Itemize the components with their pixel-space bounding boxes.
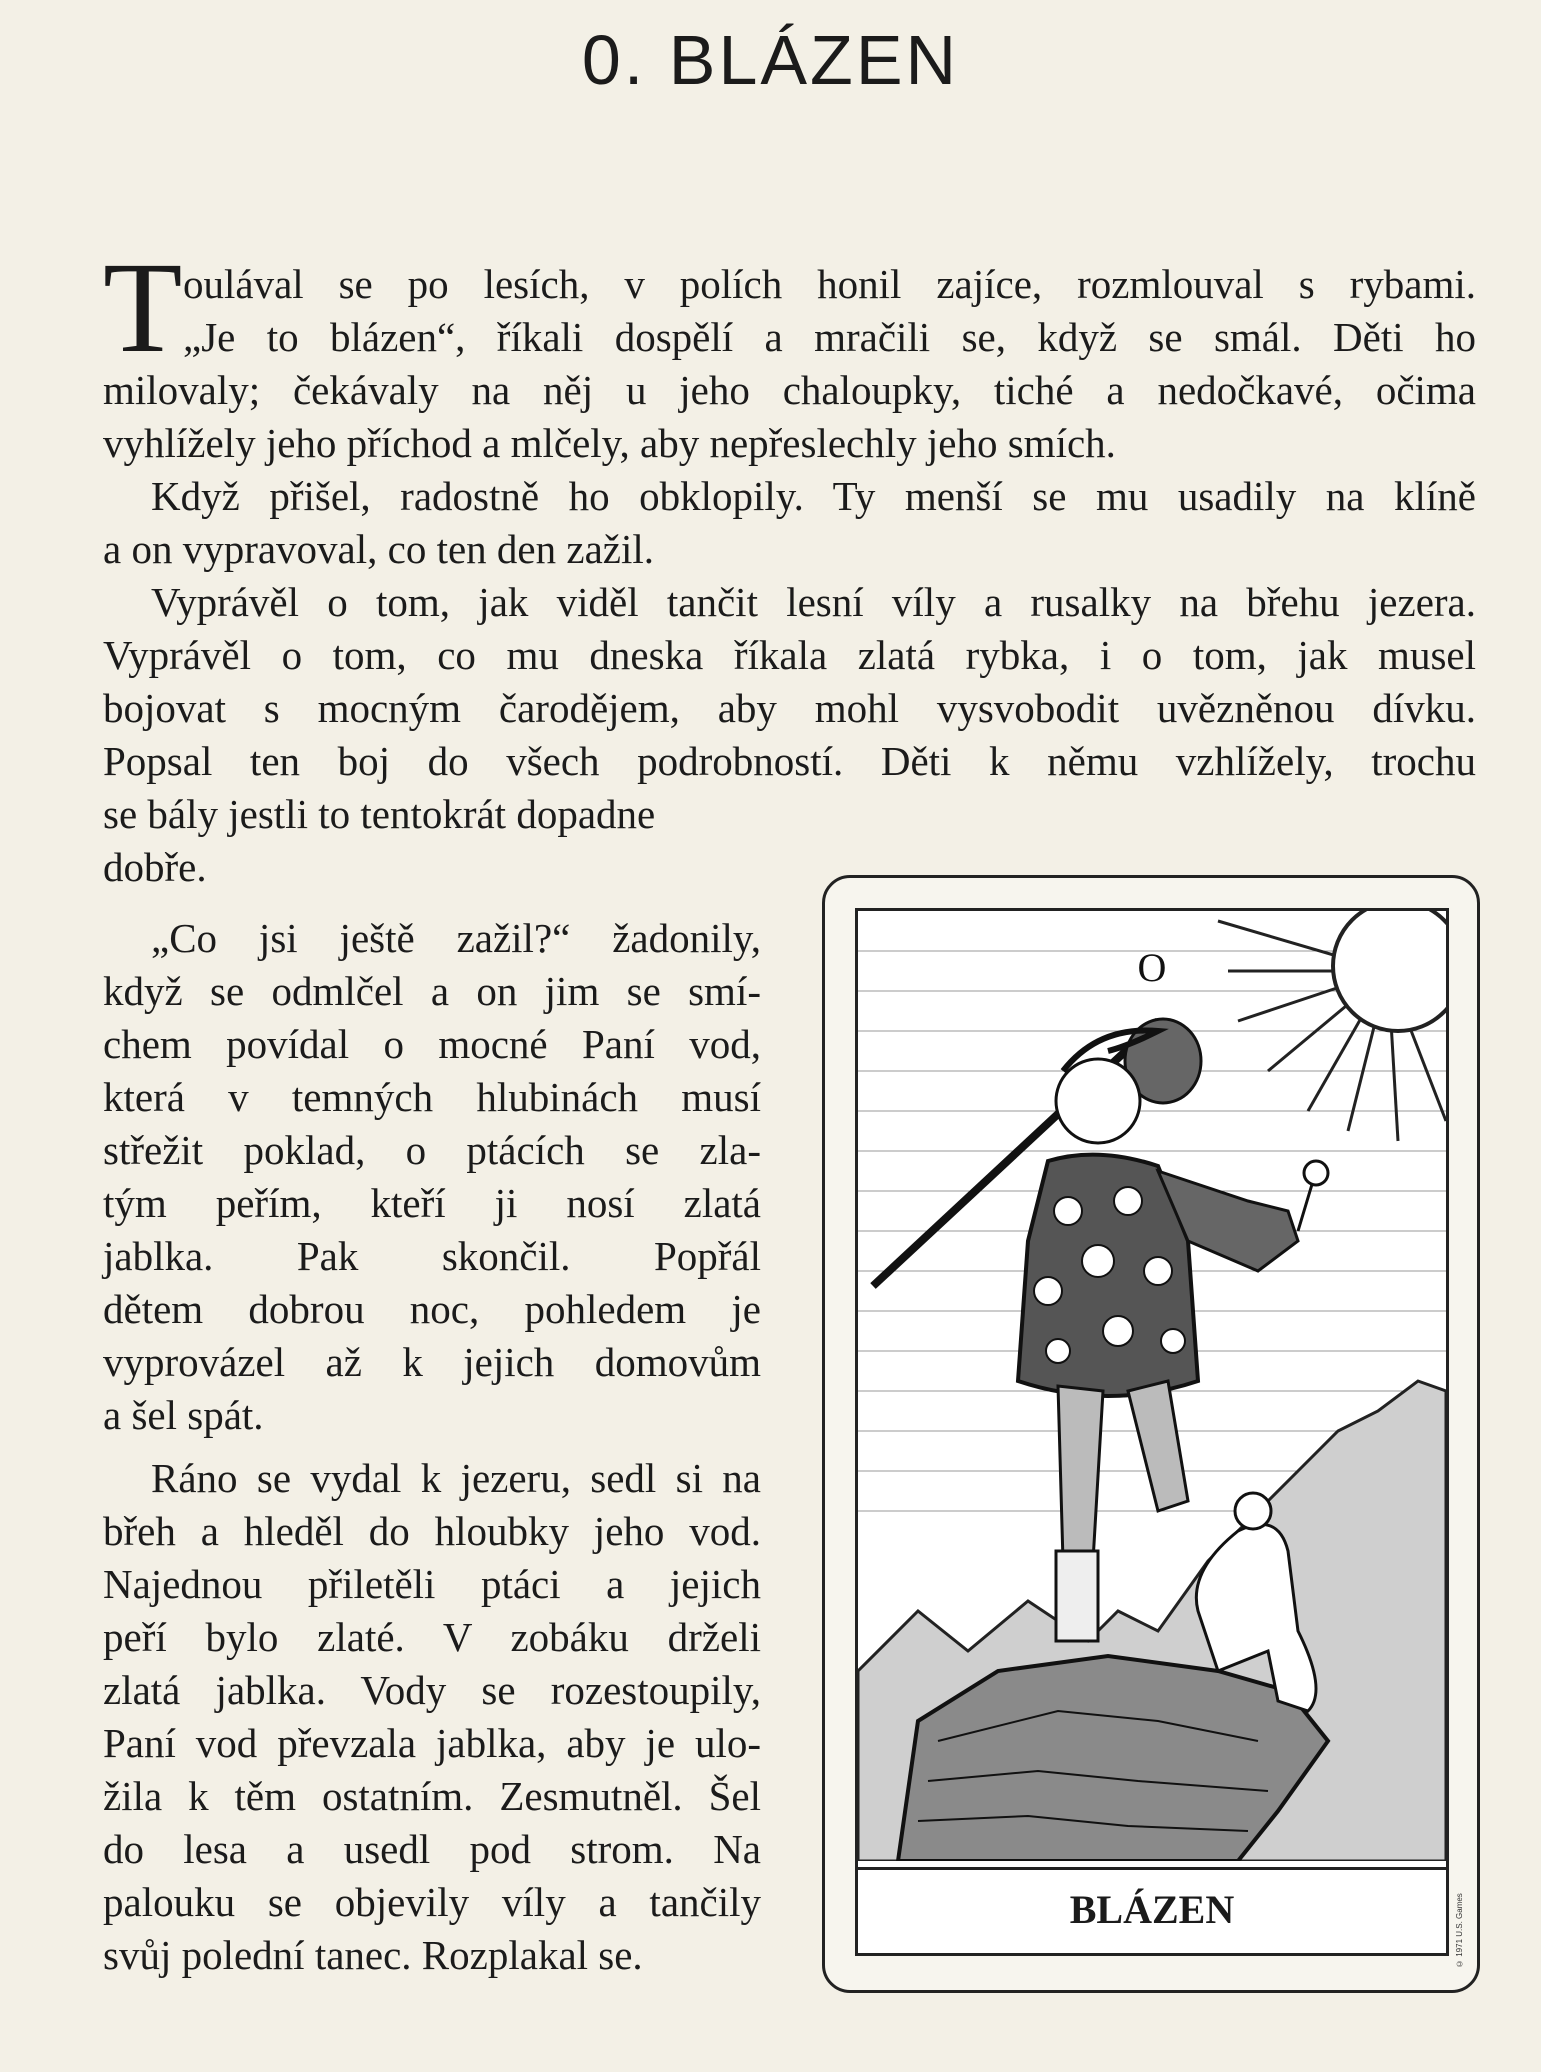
text-line: střežit poklad, o ptácích se zla- [103,1127,761,1173]
text-line: milovaly; čekávaly na něj u jeho chaloupky, tiché a nedočkavé, očima [103,367,1476,413]
paragraph-2 [103,470,1476,576]
text-line: peří bylo zlaté. V zobáku drželi [103,1614,761,1660]
card-copyright: © 1971 U.S. Games [1455,1893,1464,1968]
text-line: Paní vod převzala jablka, aby je ulo- [103,1720,761,1766]
text-line: se bály jestli to tentokrát dopadne [103,791,656,837]
text-line: dětem dobrou noc, pohledem je [103,1286,761,1332]
text-line: oulával se po lesích, v polích honil zajíce, rozmlouval s rybami. [183,261,1476,307]
text-line: tým peřím, kteří ji nosí zlatá [103,1180,761,1226]
card-number: O [1137,945,1167,990]
text-line: když se odmlčel a on jim se smí- [103,968,761,1014]
text-line: chem povídal o mocné Paní vod, [103,1021,761,1067]
text-line: a šel spát. [103,1392,264,1438]
text-line: Najednou přiletěli ptáci a jejich [103,1561,761,1607]
sun-icon [1218,911,1446,1141]
text-line: Ráno se vydal k jezeru, sedl si na [151,1455,761,1501]
text-line: „Je to blázen“, říkali dospělí a mračili se, když se smál. Děti ho [183,314,1476,360]
text-line: a on vypravoval, co ten den zažil. [103,526,654,572]
text-line: žila k těm ostatním. Zesmutněl. Šel [103,1773,761,1819]
card-frame [855,908,1449,1956]
text-line: břeh a hleděl do hloubky jeho vod. [103,1508,761,1554]
page-title: 0. BLÁZEN [581,21,960,99]
text-line: svůj polední tanec. Rozplakal se. [103,1932,643,1978]
text-line: Když přišel, radostně ho obklopily. Ty menší se mu usadily na klíně [151,473,1476,519]
paragraph-5 [103,1452,761,1982]
text-line: Vyprávěl o tom, jak viděl tančit lesní víly a rusalky na břehu jezera. [151,579,1476,625]
text-line: zlatá jablka. Vody se rozestoupily, [103,1667,761,1713]
paragraph-4 [103,912,761,1442]
paragraph-1 [103,236,1476,470]
text-line: Popsal ten boj do všech podrobností. Děti k němu vzhlížely, trochu [103,738,1476,784]
text-line: do lesa a usedl pod strom. Na [103,1826,761,1872]
tarot-card [822,875,1480,1993]
text-line: vyhlížely jeho příchod a mlčely, aby nepřeslechly jeho smích. [103,420,1116,466]
fool-illustration [858,911,1446,1861]
drop-cap: T [103,236,183,380]
card-label: BLÁZEN [858,1867,1446,1950]
text-line: která v temných hlubinách musí [103,1074,761,1120]
text-line: palouku se objevily víly a tančily [103,1879,761,1925]
text-line: „Co jsi ještě zažil?“ žadonily, [151,915,761,961]
text-line: bojovat s mocným čarodějem, aby mohl vysvobodit uvězněnou dívku. [103,685,1476,731]
text-line: dobře. [103,844,207,890]
paragraph-3 [103,576,1476,894]
text-line: jablka. Pak skončil. Popřál [103,1233,761,1279]
text-line: Vyprávěl o tom, co mu dneska říkala zlatá rybka, i o tom, jak musel [103,632,1476,678]
text-line: vyprovázel až k jejich domovům [103,1339,761,1385]
